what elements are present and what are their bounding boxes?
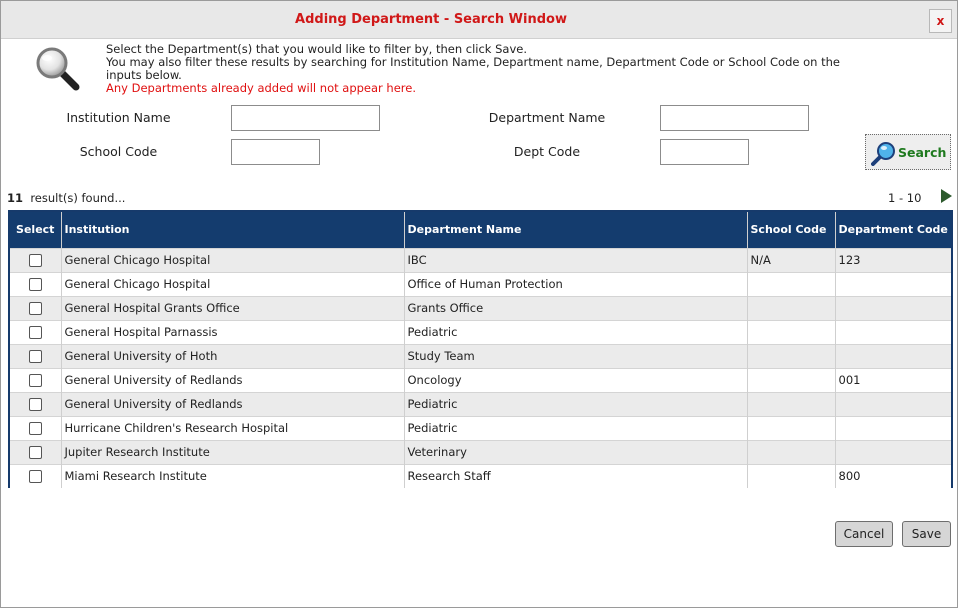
table-header-row	[10, 212, 951, 248]
save-button[interactable]: Save	[902, 521, 951, 547]
table-row[interactable]	[10, 416, 951, 440]
school-code-cell	[747, 368, 835, 392]
dept-code-cell	[835, 320, 951, 344]
magnifier-icon	[871, 140, 897, 166]
row-checkbox[interactable]	[29, 302, 42, 315]
school-code-input[interactable]	[231, 139, 320, 165]
dept-code-cell	[835, 344, 951, 368]
department-cell: Oncology	[404, 368, 747, 392]
school-code-cell	[747, 464, 835, 488]
institution-cell: Hurricane Children's Research Hospital	[61, 416, 404, 440]
table-row[interactable]	[10, 272, 951, 296]
row-checkbox[interactable]	[29, 278, 42, 291]
table-row[interactable]	[10, 296, 951, 320]
school-code-cell: N/A	[747, 248, 835, 272]
column-header-dept-code[interactable]: Department Code	[835, 212, 951, 248]
institution-cell: Miami Research Institute	[61, 464, 404, 488]
close-button[interactable]: x	[929, 9, 952, 33]
table-row[interactable]	[10, 440, 951, 464]
department-cell: IBC	[404, 248, 747, 272]
department-cell: Office of Human Protection	[404, 272, 747, 296]
column-header-select[interactable]: Select	[10, 212, 61, 248]
institution-cell: Jupiter Research Institute	[61, 440, 404, 464]
institution-name-label: Institution Name	[66, 110, 171, 125]
row-checkbox[interactable]	[29, 422, 42, 435]
dept-code-cell	[835, 440, 951, 464]
next-page-arrow-icon[interactable]	[941, 189, 952, 203]
select-cell	[10, 296, 61, 320]
window-title: Adding Department - Search Window	[295, 12, 567, 27]
results-count: 11	[7, 191, 24, 205]
department-name-input[interactable]	[660, 105, 809, 131]
select-cell	[10, 440, 61, 464]
table-row[interactable]	[10, 368, 951, 392]
select-cell	[10, 464, 61, 488]
dept-code-cell	[835, 416, 951, 440]
search-button-label: Search	[898, 145, 947, 160]
institution-cell: General Hospital Grants Office	[61, 296, 404, 320]
results-table	[10, 212, 951, 488]
select-cell	[10, 416, 61, 440]
page-range: 1 - 10	[888, 191, 922, 205]
dept-code-cell	[835, 296, 951, 320]
institution-cell: General Chicago Hospital	[61, 272, 404, 296]
department-name-label: Department Name	[488, 110, 606, 125]
dept-code-cell	[835, 272, 951, 296]
magnifier-icon	[35, 46, 81, 92]
school-code-label: School Code	[79, 144, 158, 159]
department-cell: Study Team	[404, 344, 747, 368]
search-button[interactable]	[865, 134, 951, 170]
column-header-department[interactable]: Department Name	[404, 212, 747, 248]
select-cell	[10, 344, 61, 368]
instruction-line-2: You may also filter these results by searching for Institution Name, Department name, Department Code or School Code on the inputs below.	[106, 55, 840, 82]
table-row[interactable]	[10, 464, 951, 488]
column-header-institution[interactable]: Institution	[61, 212, 404, 248]
department-cell: Pediatric	[404, 320, 747, 344]
dept-code-cell: 800	[835, 464, 951, 488]
institution-cell: General University of Hoth	[61, 344, 404, 368]
cancel-button[interactable]: Cancel	[835, 521, 893, 547]
school-code-cell	[747, 344, 835, 368]
table-row[interactable]	[10, 248, 951, 272]
row-checkbox[interactable]	[29, 350, 42, 363]
school-code-cell	[747, 272, 835, 296]
title-bar	[1, 1, 957, 39]
dept-code-input[interactable]	[660, 139, 749, 165]
row-checkbox[interactable]	[29, 326, 42, 339]
department-cell: Grants Office	[404, 296, 747, 320]
instruction-line-1: Select the Department(s) that you would like to filter by, then click Save.	[106, 42, 527, 56]
institution-cell: General Hospital Parnassis	[61, 320, 404, 344]
select-cell	[10, 248, 61, 272]
row-checkbox[interactable]	[29, 446, 42, 459]
department-cell: Pediatric	[404, 392, 747, 416]
dept-code-cell: 001	[835, 368, 951, 392]
institution-cell: General University of Redlands	[61, 368, 404, 392]
row-checkbox[interactable]	[29, 254, 42, 267]
department-cell: Pediatric	[404, 416, 747, 440]
school-code-cell	[747, 416, 835, 440]
row-checkbox[interactable]	[29, 374, 42, 387]
select-cell	[10, 392, 61, 416]
instruction-warning: Any Departments already added will not appear here.	[106, 81, 416, 95]
dept-code-label: Dept Code	[513, 144, 581, 159]
row-checkbox[interactable]	[29, 398, 42, 411]
department-cell: Veterinary	[404, 440, 747, 464]
institution-name-input[interactable]	[231, 105, 380, 131]
results-summary	[7, 191, 125, 205]
institution-cell: General University of Redlands	[61, 392, 404, 416]
results-suffix: result(s) found...	[30, 191, 126, 205]
school-code-cell	[747, 296, 835, 320]
dept-code-cell	[835, 392, 951, 416]
row-checkbox[interactable]	[29, 470, 42, 483]
dept-code-cell: 123	[835, 248, 951, 272]
results-grid	[8, 210, 953, 488]
school-code-cell	[747, 320, 835, 344]
select-cell	[10, 368, 61, 392]
institution-cell: General Chicago Hospital	[61, 248, 404, 272]
table-row[interactable]	[10, 320, 951, 344]
column-header-school-code[interactable]: School Code	[747, 212, 835, 248]
school-code-cell	[747, 392, 835, 416]
table-row[interactable]	[10, 392, 951, 416]
select-cell	[10, 320, 61, 344]
select-cell	[10, 272, 61, 296]
school-code-cell	[747, 440, 835, 464]
instructions	[106, 43, 866, 95]
table-row[interactable]	[10, 344, 951, 368]
department-cell: Research Staff	[404, 464, 747, 488]
